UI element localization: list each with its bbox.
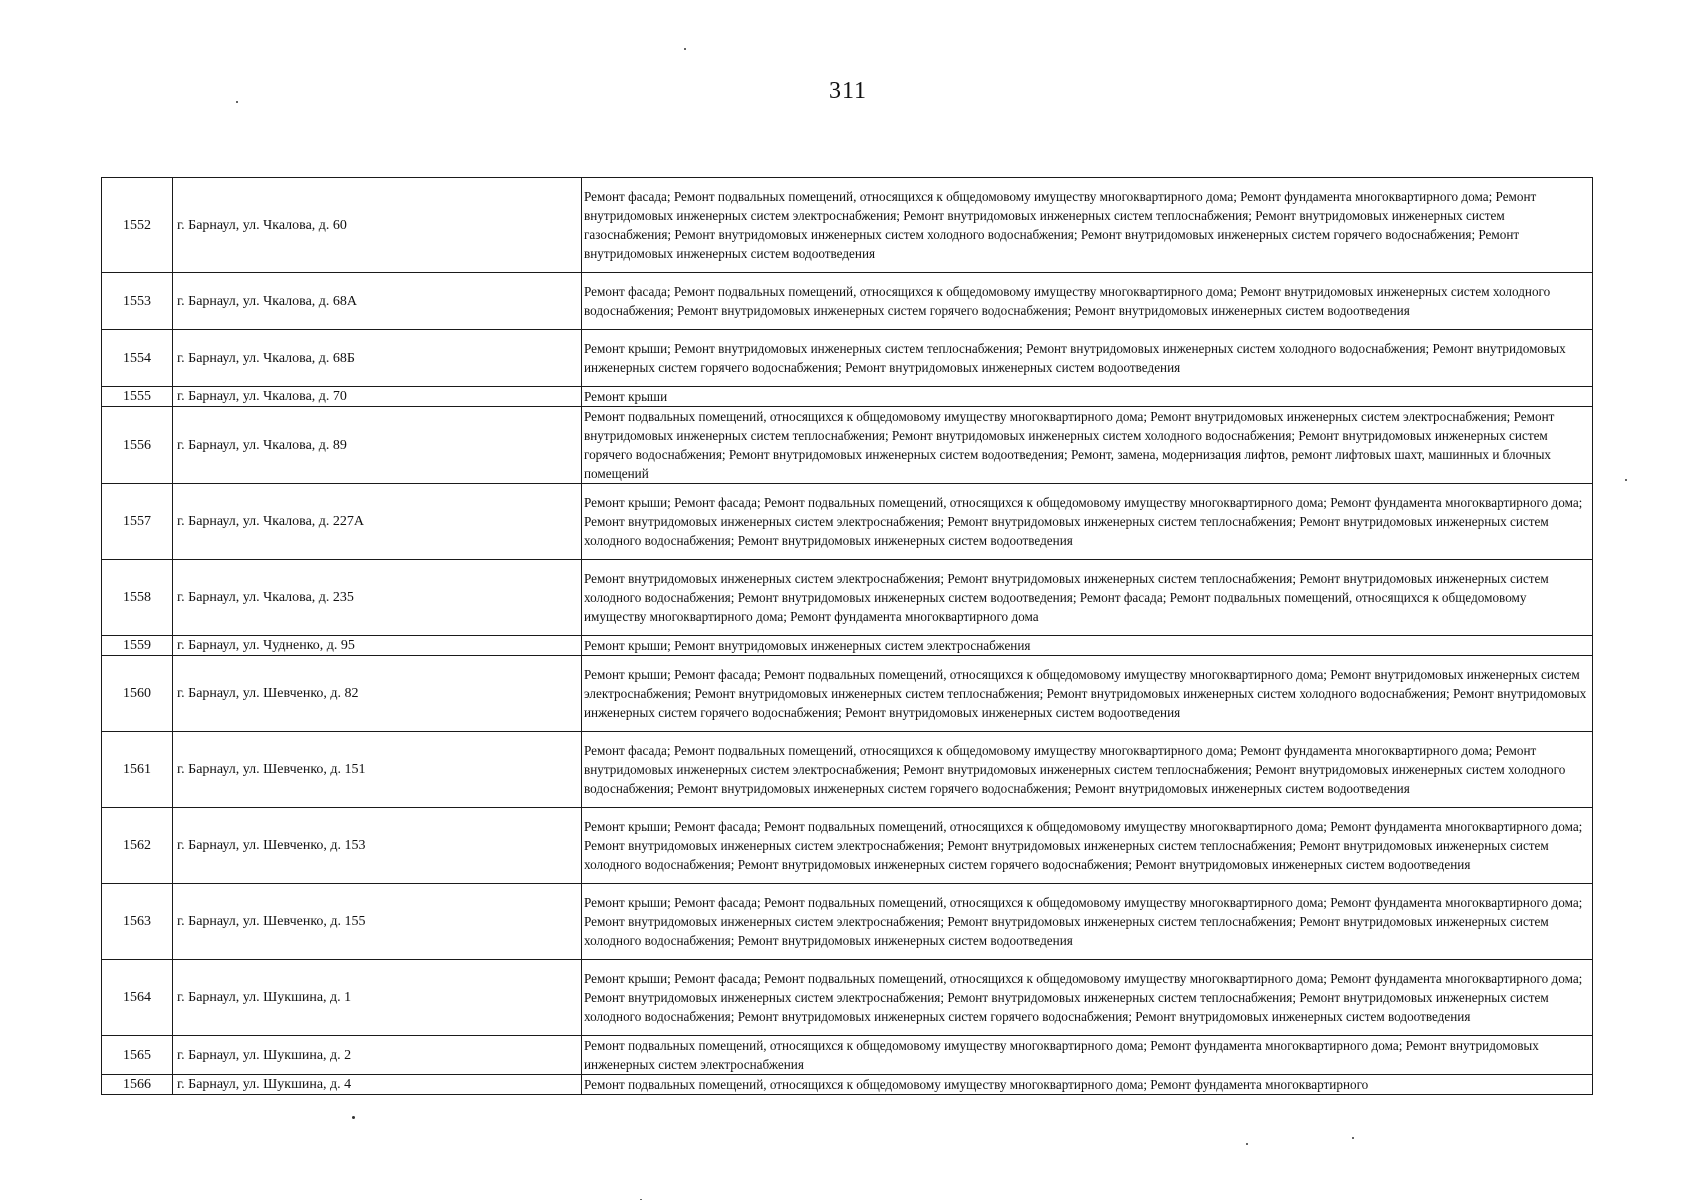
repair-table-body <box>102 178 1593 1095</box>
table-row <box>102 960 1593 1036</box>
scan-speck <box>1246 1143 1248 1145</box>
row-number-cell: 1562 <box>102 808 173 884</box>
address-cell: г. Барнаул, ул. Шевченко, д. 151 <box>173 732 582 808</box>
row-number-cell: 1563 <box>102 884 173 960</box>
repair-works-cell: Ремонт подвальных помещений, относящихся к общедомовому имуществу многоквартирного дома; Ремонт фундамента многоквартирного <box>582 1075 1593 1095</box>
address-cell: г. Барнаул, ул. Шевченко, д. 82 <box>173 656 582 732</box>
repair-works-cell: Ремонт внутридомовых инженерных систем электроснабжения; Ремонт внутридомовых инженерных систем теплоснабжения; Ремонт внутридомовых инженерных систем холодного водоснабжения; Ремонт внутридомовых инженерных систем водоотведения; Ремонт фасада; Ремонт подвальных помещений, относящихся к общедомовому имуществу многоквартирного дома; Ремонт фундамента многоквартирного дома <box>582 560 1593 636</box>
repair-works-cell: Ремонт крыши; Ремонт фасада; Ремонт подвальных помещений, относящихся к общедомовому имуществу многоквартирного дома; Ремонт фундамента многоквартирного дома; Ремонт внутридомовых инженерных систем электроснабжения; Ремонт внутридомовых инженерных систем теплоснабжения; Ремонт внутридомовых инженерных систем холодного водоснабжения; Ремонт внутридомовых инженерных систем горячего водоснабжения; Ремонт внутридомовых инженерных систем водоотведения <box>582 808 1593 884</box>
table-row <box>102 178 1593 273</box>
row-number-cell: 1560 <box>102 656 173 732</box>
repair-works-cell: Ремонт крыши; Ремонт фасада; Ремонт подвальных помещений, относящихся к общедомовому имуществу многоквартирного дома; Ремонт фундамента многоквартирного дома; Ремонт внутридомовых инженерных систем электроснабжения; Ремонт внутридомовых инженерных систем теплоснабжения; Ремонт внутридомовых инженерных систем холодного водоснабжения; Ремонт внутридомовых инженерных систем водоотведения <box>582 484 1593 560</box>
address-cell: г. Барнаул, ул. Чкалова, д. 235 <box>173 560 582 636</box>
row-number-cell: 1557 <box>102 484 173 560</box>
address-cell: г. Барнаул, ул. Чкалова, д. 70 <box>173 387 582 407</box>
table-row <box>102 636 1593 656</box>
scan-speck <box>1352 1137 1354 1139</box>
repair-works-cell: Ремонт фасада; Ремонт подвальных помещений, относящихся к общедомовому имуществу многоквартирного дома; Ремонт внутридомовых инженерных систем холодного водоснабжения; Ремонт внутридомовых инженерных систем горячего водоснабжения; Ремонт внутридомовых инженерных систем водоотведения <box>582 273 1593 330</box>
table-row <box>102 884 1593 960</box>
table-row <box>102 407 1593 484</box>
repair-works-cell: Ремонт крыши; Ремонт фасада; Ремонт подвальных помещений, относящихся к общедомовому имуществу многоквартирного дома; Ремонт фундамента многоквартирного дома; Ремонт внутридомовых инженерных систем электроснабжения; Ремонт внутридомовых инженерных систем теплоснабжения; Ремонт внутридомовых инженерных систем холодного водоснабжения; Ремонт внутридомовых инженерных систем горячего водоснабжения; Ремонт внутридомовых инженерных систем водоотведения <box>582 960 1593 1036</box>
repair-works-cell: Ремонт подвальных помещений, относящихся к общедомовому имуществу многоквартирного дома; Ремонт внутридомовых инженерных систем электроснабжения; Ремонт внутридомовых инженерных систем теплоснабжения; Ремонт внутридомовых инженерных систем холодного водоснабжения; Ремонт внутридомовых инженерных систем горячего водоснабжения; Ремонт внутридомовых инженерных систем водоотведения; Ремонт, замена, модернизация лифтов, ремонт лифтовых шахт, машинных и блочных помещений <box>582 407 1593 484</box>
row-number-cell: 1554 <box>102 330 173 387</box>
page-number: 311 <box>828 78 868 104</box>
row-number-cell: 1565 <box>102 1036 173 1075</box>
address-cell: г. Барнаул, ул. Шукшина, д. 1 <box>173 960 582 1036</box>
scan-speck <box>684 48 686 50</box>
row-number-cell: 1559 <box>102 636 173 656</box>
table-row <box>102 273 1593 330</box>
row-number-cell: 1552 <box>102 178 173 273</box>
repair-works-cell: Ремонт фасада; Ремонт подвальных помещений, относящихся к общедомовому имуществу многоквартирного дома; Ремонт фундамента многоквартирного дома; Ремонт внутридомовых инженерных систем электроснабжения; Ремонт внутридомовых инженерных систем теплоснабжения; Ремонт внутридомовых инженерных систем холодного водоснабжения; Ремонт внутридомовых инженерных систем горячего водоснабжения; Ремонт внутридомовых инженерных систем водоотведения <box>582 732 1593 808</box>
table-row <box>102 330 1593 387</box>
scan-speck <box>1625 479 1627 481</box>
repair-works-cell: Ремонт фасада; Ремонт подвальных помещений, относящихся к общедомовому имуществу многоквартирного дома; Ремонт фундамента многоквартирного дома; Ремонт внутридомовых инженерных систем электроснабжения; Ремонт внутридомовых инженерных систем теплоснабжения; Ремонт внутридомовых инженерных систем газоснабжения; Ремонт внутридомовых инженерных систем холодного водоснабжения; Ремонт внутридомовых инженерных систем горячего водоснабжения; Ремонт внутридомовых инженерных систем водоотведения <box>582 178 1593 273</box>
address-cell: г. Барнаул, ул. Чкалова, д. 68А <box>173 273 582 330</box>
row-number-cell: 1564 <box>102 960 173 1036</box>
address-cell: г. Барнаул, ул. Чкалова, д. 89 <box>173 407 582 484</box>
repair-works-cell: Ремонт крыши <box>582 387 1593 407</box>
row-number-cell: 1556 <box>102 407 173 484</box>
row-number-cell: 1555 <box>102 387 173 407</box>
scan-speck <box>352 1116 355 1119</box>
row-number-cell: 1566 <box>102 1075 173 1095</box>
table-row <box>102 1075 1593 1095</box>
row-number-cell: 1558 <box>102 560 173 636</box>
repair-works-cell: Ремонт крыши; Ремонт фасада; Ремонт подвальных помещений, относящихся к общедомовому имуществу многоквартирного дома; Ремонт фундамента многоквартирного дома; Ремонт внутридомовых инженерных систем электроснабжения; Ремонт внутридомовых инженерных систем теплоснабжения; Ремонт внутридомовых инженерных систем холодного водоснабжения; Ремонт внутридомовых инженерных систем водоотведения <box>582 884 1593 960</box>
address-cell: г. Барнаул, ул. Чкалова, д. 60 <box>173 178 582 273</box>
address-cell: г. Барнаул, ул. Чудненко, д. 95 <box>173 636 582 656</box>
repair-table <box>101 177 1593 1095</box>
table-row <box>102 732 1593 808</box>
address-cell: г. Барнаул, ул. Шукшина, д. 4 <box>173 1075 582 1095</box>
address-cell: г. Барнаул, ул. Шукшина, д. 2 <box>173 1036 582 1075</box>
table-row <box>102 1036 1593 1075</box>
repair-works-cell: Ремонт крыши; Ремонт внутридомовых инженерных систем теплоснабжения; Ремонт внутридомовых инженерных систем холодного водоснабжения; Ремонт внутридомовых инженерных систем горячего водоснабжения; Ремонт внутридомовых инженерных систем водоотведения <box>582 330 1593 387</box>
scan-speck <box>236 101 238 103</box>
address-cell: г. Барнаул, ул. Шевченко, д. 155 <box>173 884 582 960</box>
address-cell: г. Барнаул, ул. Шевченко, д. 153 <box>173 808 582 884</box>
address-cell: г. Барнаул, ул. Чкалова, д. 68Б <box>173 330 582 387</box>
row-number-cell: 1553 <box>102 273 173 330</box>
repair-works-cell: Ремонт крыши; Ремонт внутридомовых инженерных систем электроснабжения <box>582 636 1593 656</box>
table-row <box>102 484 1593 560</box>
table-row <box>102 808 1593 884</box>
repair-works-cell: Ремонт подвальных помещений, относящихся к общедомовому имуществу многоквартирного дома; Ремонт фундамента многоквартирного дома; Ремонт внутридомовых инженерных систем электроснабжения <box>582 1036 1593 1075</box>
repair-table-container <box>101 177 1587 1095</box>
table-row <box>102 387 1593 407</box>
row-number-cell: 1561 <box>102 732 173 808</box>
address-cell: г. Барнаул, ул. Чкалова, д. 227А <box>173 484 582 560</box>
table-row <box>102 656 1593 732</box>
repair-works-cell: Ремонт крыши; Ремонт фасада; Ремонт подвальных помещений, относящихся к общедомовому имуществу многоквартирного дома; Ремонт внутридомовых инженерных систем электроснабжения; Ремонт внутридомовых инженерных систем теплоснабжения; Ремонт внутридомовых инженерных систем холодного водоснабжения; Ремонт внутридомовых инженерных систем горячего водоснабжения; Ремонт внутридомовых инженерных систем водоотведения <box>582 656 1593 732</box>
table-row <box>102 560 1593 636</box>
